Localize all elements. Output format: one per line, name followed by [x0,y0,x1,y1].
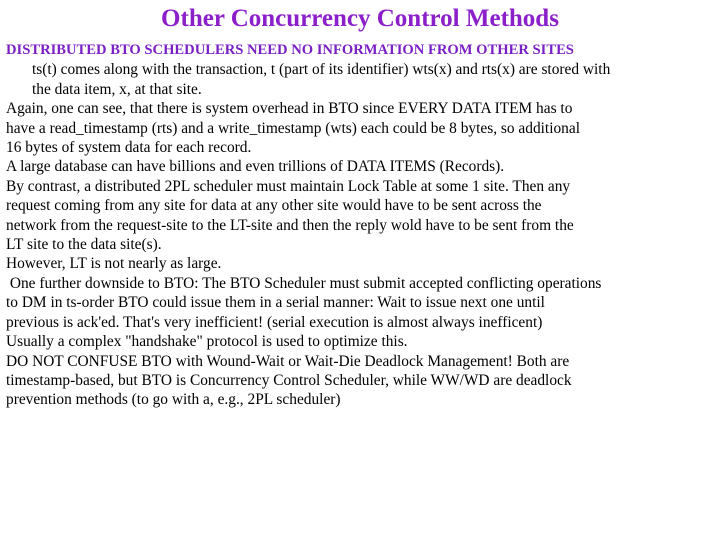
text-line: ts(t) comes along with the transaction, t (part of its identifier) wts(x) and rts(x) are stored with [32,61,611,79]
text-line: DO NOT CONFUSE BTO with Wound-Wait or Wait-Die Deadlock Management! Both are [6,352,570,370]
text-line: Again, one can see, that there is system overhead in BTO since EVERY DATA ITEM has to [6,100,573,118]
text-line: 16 bytes of system data for each record. [6,139,252,157]
paragraph-do-not-confuse [6,352,714,410]
paragraph-bto-downside [6,274,714,352]
paragraph-lt-size [6,254,714,273]
text-line: prevention methods (to go with a, e.g., 2PL scheduler) [6,391,341,409]
text-line: A large database can have billions and even trillions of DATA ITEMS (Records). [6,158,505,176]
text-line: have a read_timestamp (rts) and a write_timestamp (wts) each could be 8 bytes, so additional [6,119,580,137]
text-line: to DM in ts-order BTO could issue them in a serial manner: Wait to issue next one until [6,294,545,312]
text-line: the data item, x, at that site. [32,80,202,98]
text-line: timestamp-based, but BTO is Concurrency Control Scheduler, while WW/WD are deadlock [6,371,572,389]
section-heading: DISTRIBUTED BTO SCHEDULERS NEED NO INFORMATION FROM OTHER SITES [6,42,574,58]
text-line: Usually a complex "handshake" protocol is used to optimize this. [6,333,408,351]
paragraph-overhead [6,99,714,157]
text-line: previous is ack'ed. That's very inefficient! (serial execution is almost always inefficent) [6,313,543,331]
paragraph-large-database [6,157,714,176]
paragraph-2pl-contrast [6,177,714,255]
slide-body [6,41,714,410]
paragraph-timestamps [6,60,714,99]
slide-title: Other Concurrency Control Methods [161,5,559,32]
text-line: LT site to the data site(s). [6,236,162,254]
text-line: One further downside to BTO: The BTO Scheduler must submit accepted conflicting operations [6,274,602,292]
text-line: request coming from any site for data at any other site would have to be sent across the [6,197,542,215]
text-line: By contrast, a distributed 2PL scheduler must maintain Lock Table at some 1 site. Then any [6,177,571,195]
text-line: However, LT is not nearly as large. [6,255,222,273]
text-line: network from the request-site to the LT-site and then the reply wold have to be sent from the [6,216,574,234]
